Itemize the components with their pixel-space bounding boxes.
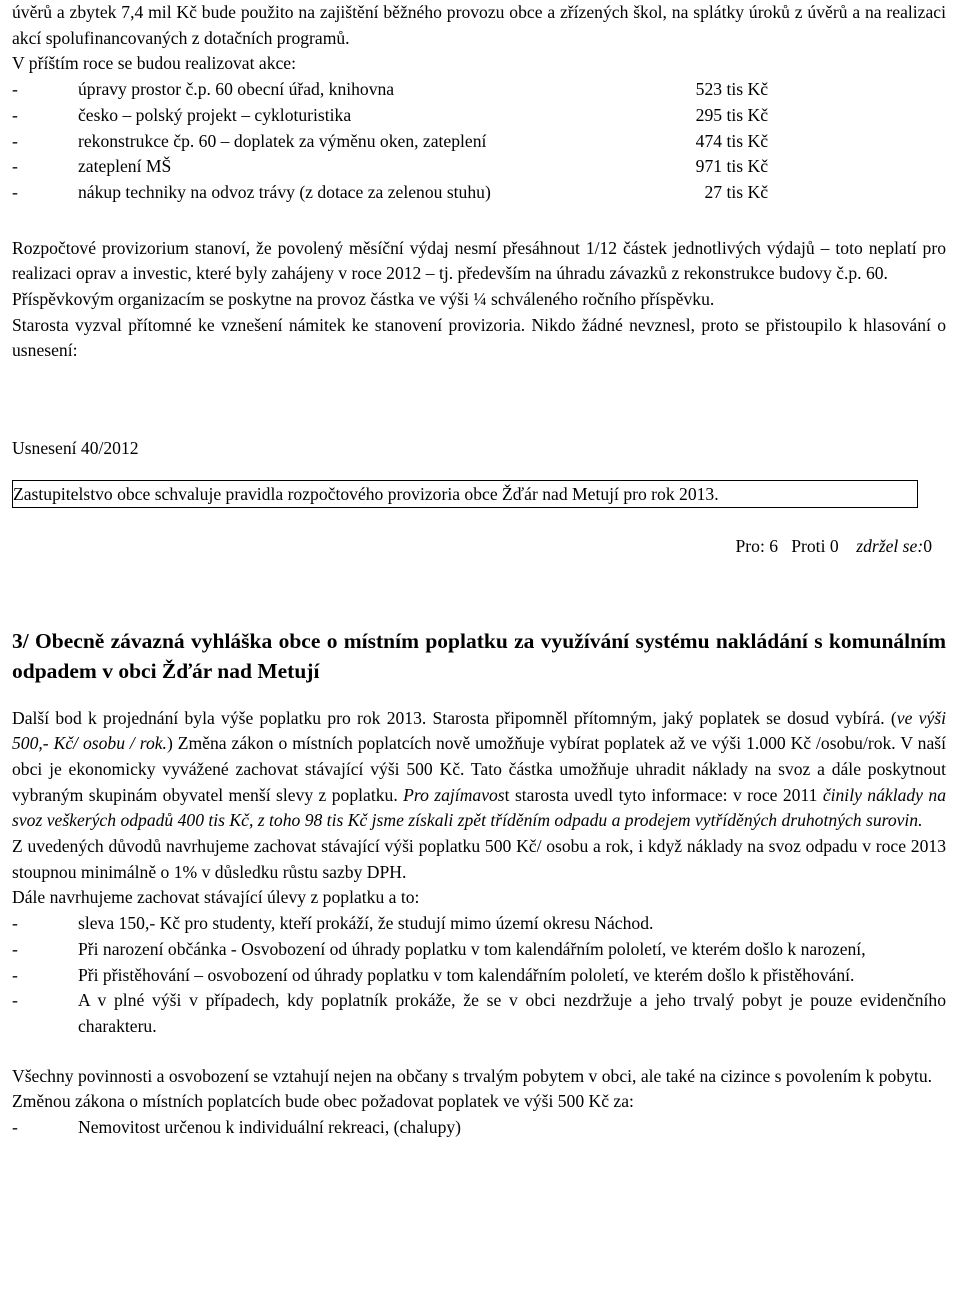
intro-actions-lead: V příštím roce se budou realizovat akce: xyxy=(12,53,297,74)
spacer xyxy=(12,364,946,436)
list-item xyxy=(12,1115,946,1141)
relief-text: Při přistěhování – osvobození od úhrady poplatku v tom kalendářním pololetí, ve kterém došlo k přistěhování. xyxy=(78,964,855,985)
list-dash: - xyxy=(12,938,18,959)
list-dash: - xyxy=(12,130,18,151)
action-text: zateplení MŠ xyxy=(78,156,172,177)
document-page xyxy=(12,0,946,1141)
reliefs-list xyxy=(12,911,946,1040)
list-dash: - xyxy=(12,990,18,1011)
list-item xyxy=(12,911,946,937)
action-row xyxy=(12,103,946,129)
list-item xyxy=(12,937,946,963)
law-change-paragraph: Změnou zákona o místních poplatcích bude obec požadovat poplatek ve výši 500 Kč za: xyxy=(12,1091,634,1112)
vote-abstain-value: 0 xyxy=(923,535,932,556)
organizations-paragraph: Příspěvkovým organizacím se poskytne na provoz částka ve výši ¼ schváleného ročního příspěvku. xyxy=(12,289,715,310)
vote-for: Pro: 6 xyxy=(735,535,779,556)
fee-text: ) Změna zákon o místních poplatcích nově umožňuje vybírat poplatek až ve výši 1.000 Kč /osobu/rok. V naší obci je ekonomicky vyvážené zachovat stávající výši 500 Kč. Tato částka umožňuje uhradit náklady na svoz a dále poskytnout vybraným skupinám obyvatel menší slevy z poplatku. xyxy=(12,733,946,805)
action-row xyxy=(12,180,946,206)
spacer xyxy=(12,560,946,626)
list-dash: - xyxy=(12,1117,18,1138)
list-dash: - xyxy=(12,181,18,202)
fee-current-amount: ve výši 500,- Kč/ osobu / rok. xyxy=(12,707,946,754)
fee-paragraph xyxy=(12,706,946,835)
resolution-text: Zastupitelstvo obce schvaluje pravidla rozpočtového provizoria obce Žďár nad Metují pro rok 2013. xyxy=(13,483,719,504)
vote-result xyxy=(12,534,946,560)
action-text: rekonstrukce čp. 60 – doplatek za výměnu oken, zateplení xyxy=(78,130,487,151)
action-amount: 971 tis Kč xyxy=(695,156,768,177)
action-amount: 27 tis Kč xyxy=(704,181,768,202)
action-row xyxy=(12,129,946,155)
vote-abstain-label: zdržel se: xyxy=(856,535,924,556)
action-amount: 474 tis Kč xyxy=(695,130,768,151)
intro-paragraph: úvěrů a zbytek 7,4 mil Kč bude použito na zajištění běžného provozu obce a zřízených škol, na splátky úroků z úvěrů a na realizaci akcí spolufinancovaných z dotačních programů. xyxy=(12,2,946,48)
action-text: úpravy prostor č.p. 60 obecní úřad, knihovna xyxy=(78,79,395,100)
obligations-paragraph: Všechny povinnosti a osvobození se vztahují nejen na občany s trvalým pobytem v obci, ale také na cizince s povolením k pobytu. xyxy=(12,1065,933,1086)
property-item-text: Nemovitost určenou k individuální rekreaci, (chalupy) xyxy=(78,1117,462,1138)
action-amount: 295 tis Kč xyxy=(695,104,768,125)
fee-interest-note: Pro zajímavos xyxy=(403,784,505,805)
objections-paragraph: Starosta vyzval přítomné ke vznešení námitek ke stanovení provizoria. Nikdo žádné nevznesl, proto se přistoupilo k hlasování o usnesení: xyxy=(12,314,946,361)
resolution-title: Usnesení 40/2012 xyxy=(12,438,139,459)
fee-text: t starosta uvedl tyto informace: v roce 2011 xyxy=(504,784,823,805)
resolution-box xyxy=(12,480,918,508)
fee-proposal-paragraph: Z uvedených důvodů navrhujeme zachovat stávající výši poplatku 500 Kč/ osobu a rok, i když náklady na svoz odpadu v roce 2013 stoupnou minimálně o 1% v důsledku růstu sazby DPH. xyxy=(12,836,946,882)
action-amount: 523 tis Kč xyxy=(695,79,768,100)
fee-costs-note: činily náklady na svoz veškerých odpadů 400 tis Kč, z toho 98 tis Kč jsme získali zpět tříděním odpadu a prodejem vytříděných druhotných surovin. xyxy=(12,784,946,831)
provisorium-paragraph: Rozpočtové provizorium stanoví, že povolený měsíční výdaj nesmí přesáhnout 1/12 částek jednotlivých výdajů – toto neplatí pro realizaci oprav a investic, které byly zahájeny v roce 2012 – tj. především na úhradu závazků z rekonstrukce budovy č.p. 60. xyxy=(12,237,946,284)
list-dash: - xyxy=(12,79,18,100)
action-text: česko – polský projekt – cykloturistika xyxy=(78,104,352,125)
action-text: nákup techniky na odvoz trávy (z dotace za zelenou stuhu) xyxy=(78,181,491,202)
action-row xyxy=(12,154,946,180)
list-dash: - xyxy=(12,104,18,125)
list-dash: - xyxy=(12,156,18,177)
list-item xyxy=(12,988,946,1039)
list-item xyxy=(12,963,946,989)
fee-text: Další bod k projednání byla výše poplatku pro rok 2013. Starosta připomněl přítomným, jaký poplatek se dosud vybírá. ( xyxy=(12,707,897,728)
list-dash: - xyxy=(12,913,18,934)
spacer xyxy=(12,686,946,706)
relief-text: sleva 150,- Kč pro studenty, kteří prokáží, že studují mimo území okresu Náchod. xyxy=(78,913,654,934)
spacer xyxy=(12,1040,946,1064)
spacer xyxy=(12,206,946,236)
relief-text: Při narození občánka - Osvobození od úhrady poplatku v tom kalendářním pololetí, ve kterém došlo k narození, xyxy=(78,938,866,959)
actions-list xyxy=(12,77,946,206)
relief-text: A v plné výši v případech, kdy poplatník prokáže, že se v obci nezdržuje a jeho trvalý pobyt je pouze evidenčního charakteru. xyxy=(78,990,946,1036)
section-heading: 3/ Obecně závazná vyhláška obce o místním poplatku za využívání systému nakládání s komunálním odpadem v obci Žďár nad Metují xyxy=(12,628,946,683)
reliefs-lead: Dále navrhujeme zachovat stávající úlevy z poplatku a to: xyxy=(12,887,420,908)
vote-against: Proti 0 xyxy=(791,535,839,556)
list-dash: - xyxy=(12,964,18,985)
action-row xyxy=(12,77,946,103)
